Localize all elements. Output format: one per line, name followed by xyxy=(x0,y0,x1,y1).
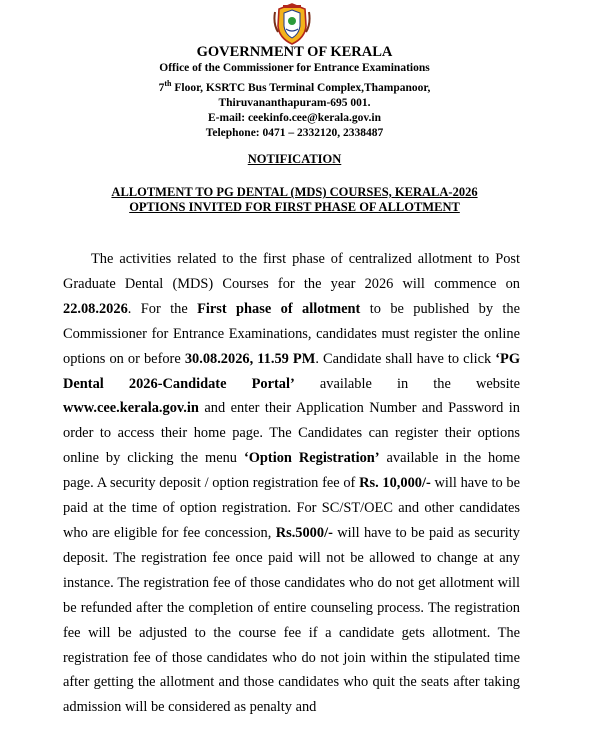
notification-body: The activities related to the first phase of centralized allotment to Post Graduate Dental (MDS) Courses for the year 2026 will commence on 22.08.2026. For the First phase of allotment to be published by the Commissioner for Entrance Examinations, candidates must register the online options on or before 30.08.2026, 11.59 PM. Candidate shall have to click ‘PG Dental 2026-Candidate Portal’ available in the website www.cee.kerala.gov.in and enter their Application Number and Password in order to access their home page. The Candidates can register their options online by clicking the menu ‘Option Registration’ available in the home page. A security deposit / option registration fee of Rs. 10,000/- will have to be paid at the time of option registration. For SC/ST/OEC and other candidates who are eligible for fee concession, Rs.5000/- will have to be paid as security deposit. The registration fee once paid will not be allowed to change at any instance. The registration fee of those candidates who do not get allotment will be refunded after the completion of entire counseling process. The registration fee will be adjusted to the course fee if a candidate gets allotment. The registration fee of those candidates who do not join within the stipulated time after getting the allotment and those candidates who quit the seats after taking admission will be considered as penalty and xyxy=(63,251,521,716)
subject-heading xyxy=(0,185,589,215)
start-date: 22.08.2026 xyxy=(63,300,128,317)
portal-name: ‘PG Dental 2026-Candidate Portal’ xyxy=(63,350,521,392)
office-header xyxy=(0,44,589,141)
option-registration-menu: ‘Option Registration’ xyxy=(243,450,380,467)
office-email: E-mail: ceekinfo.cee@kerala.gov.in xyxy=(208,111,381,124)
office-address: 7th Floor, KSRTC Bus Terminal Complex,Thampanoor, xyxy=(158,79,431,94)
website-link: www.cee.kerala.gov.in xyxy=(63,400,199,417)
office-telephone: Telephone: 0471 – 2332120, 2338487 xyxy=(205,126,384,139)
subject-line-2: OPTIONS INVITED FOR FIRST PHASE OF ALLOTMENT xyxy=(129,200,460,214)
concession-fee: Rs.5000/- xyxy=(275,524,333,541)
office-name: Office of the Commissioner for Entrance Examinations xyxy=(159,62,430,74)
first-phase-label: First phase of allotment xyxy=(197,300,361,317)
kerala-emblem-icon xyxy=(272,2,312,46)
notification-title: NOTIFICATION xyxy=(247,152,342,166)
registration-fee: Rs. 10,000/- xyxy=(359,475,431,492)
subject-line-1: ALLOTMENT TO PG DENTAL (MDS) COURSES, KERALA-2026 xyxy=(111,185,478,199)
deadline-date: 30.08.2026, 11.59 PM xyxy=(184,350,316,367)
office-city: Thiruvananthapuram-695 001. xyxy=(218,96,371,109)
government-title: GOVERNMENT OF KERALA xyxy=(196,44,393,60)
